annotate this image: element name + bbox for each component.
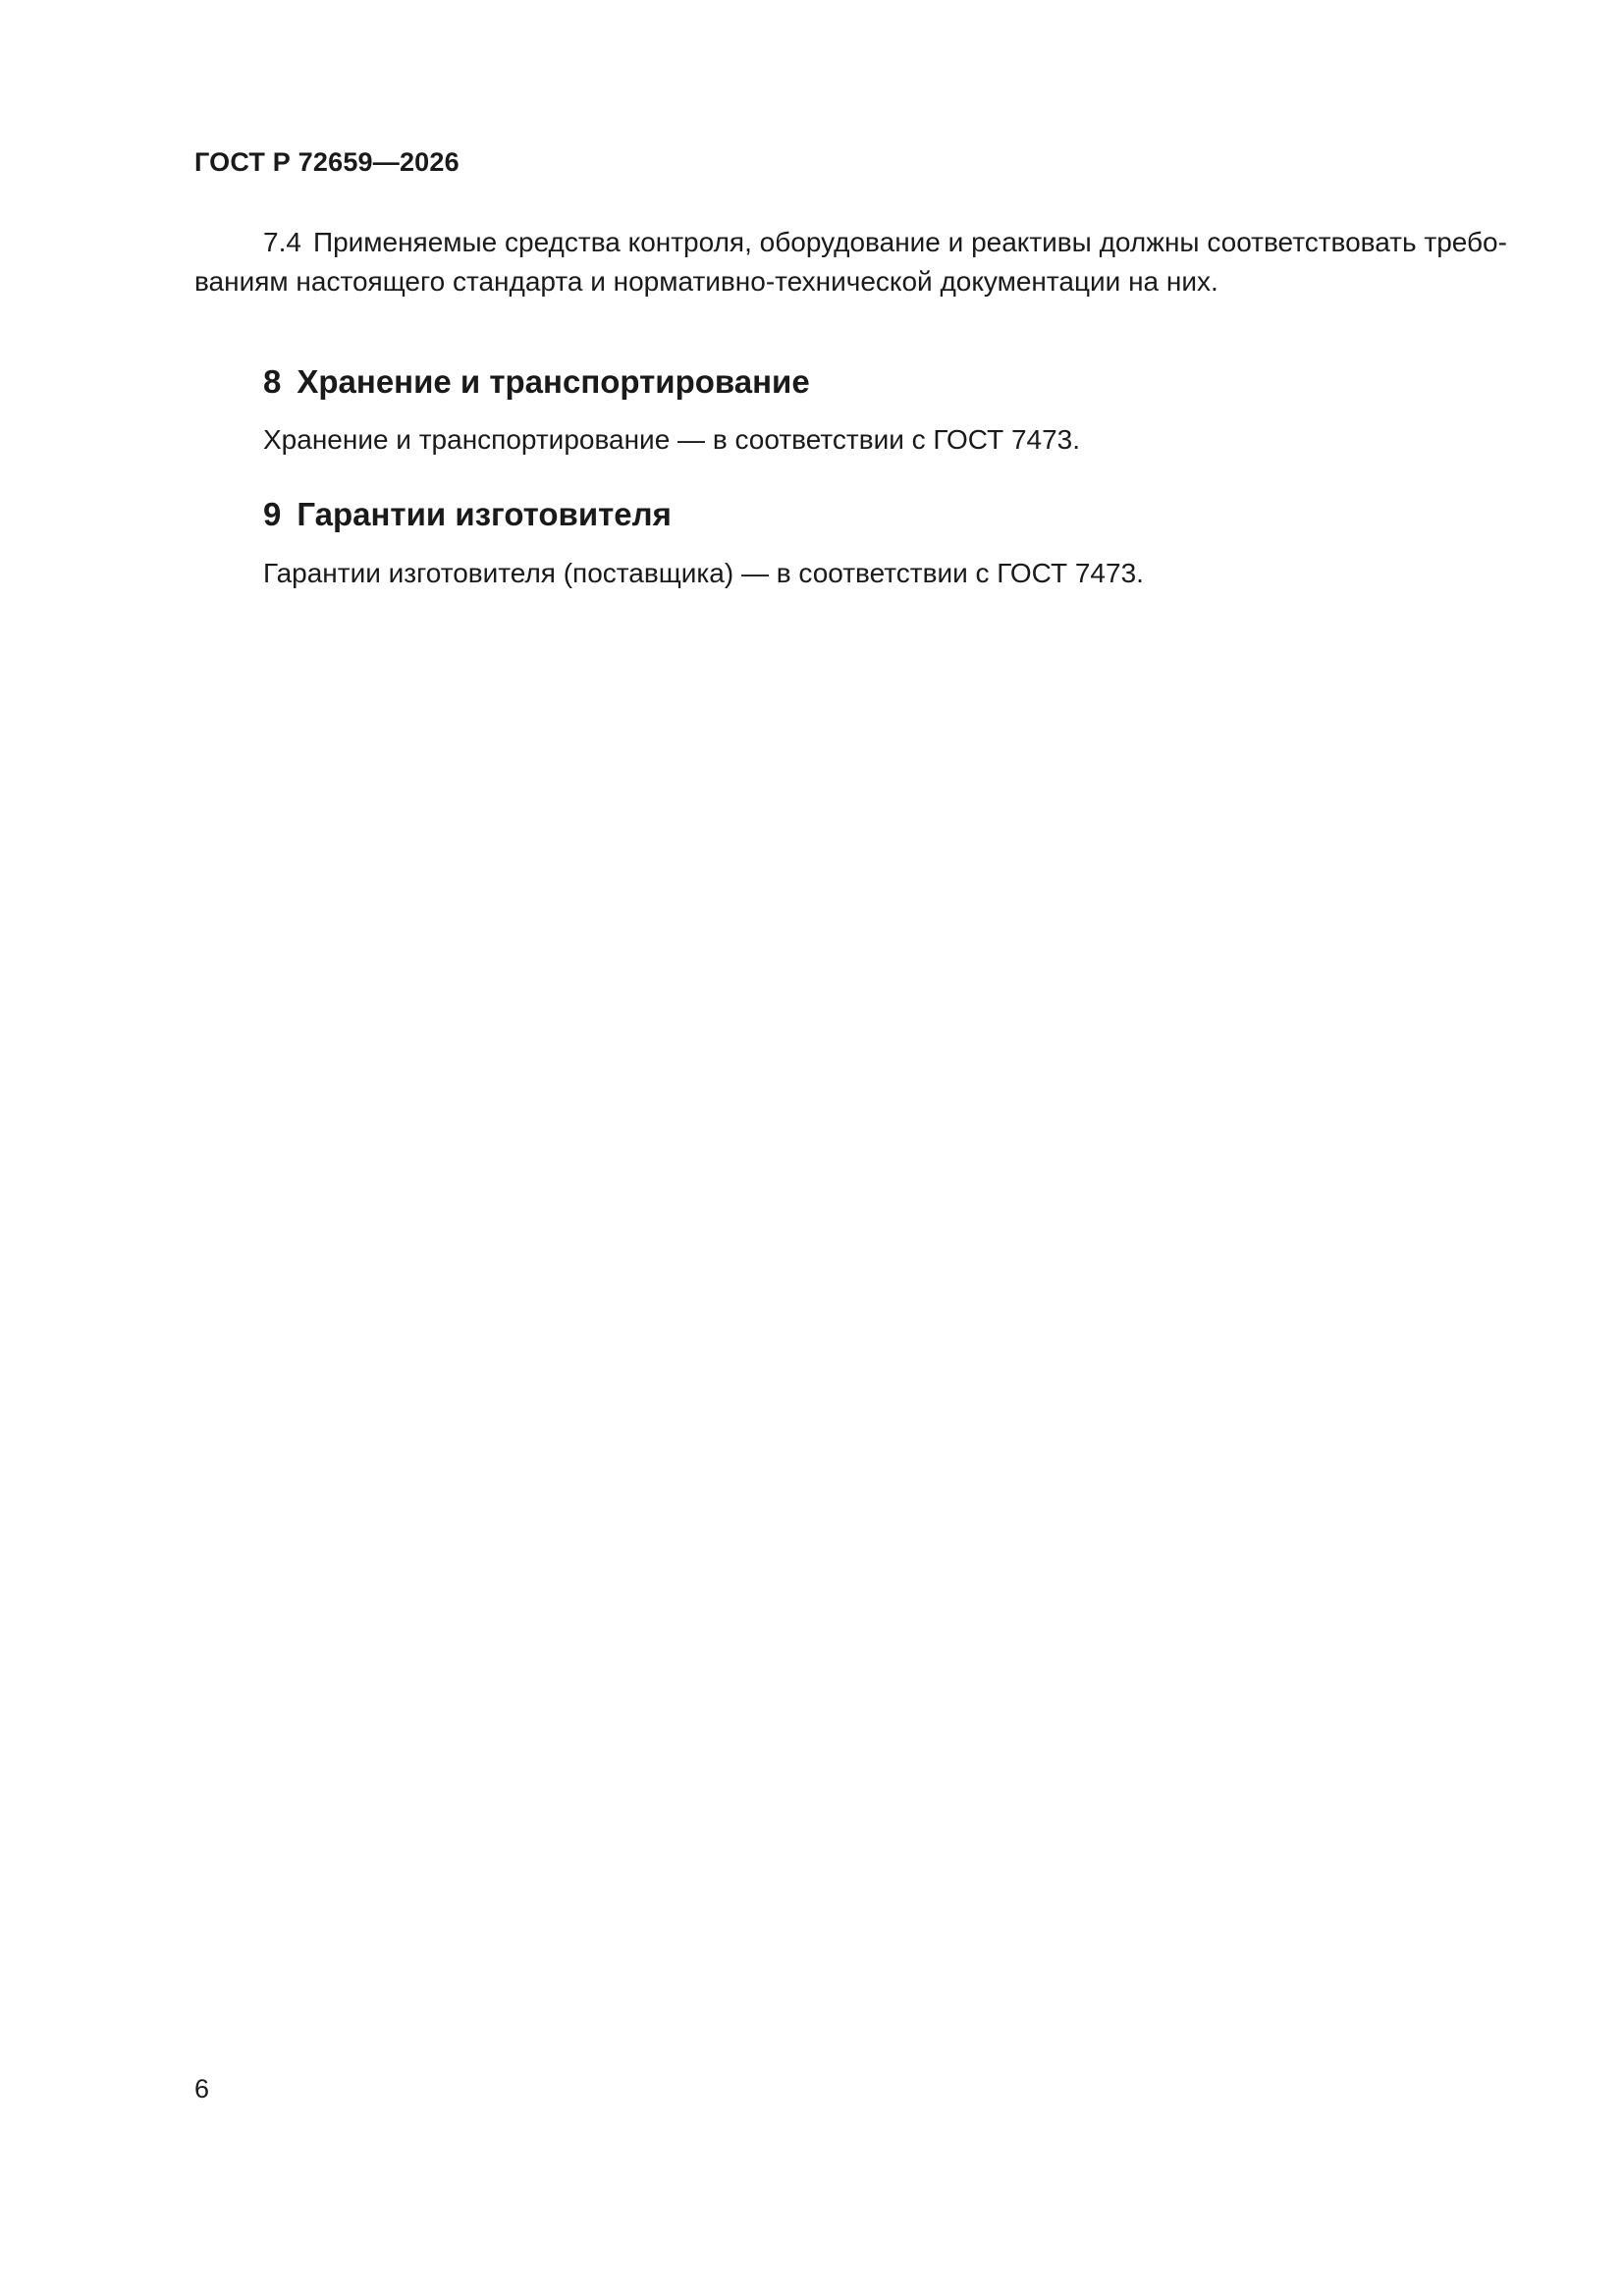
standard-id-header: ГОСТ Р 72659—2026 bbox=[194, 147, 460, 177]
section-body-8: Хранение и транспортирование — в соответствии с ГОСТ 7473. bbox=[263, 424, 1081, 455]
section-number: 8 bbox=[263, 363, 282, 400]
section-number: 9 bbox=[263, 496, 282, 532]
clause-7-4 bbox=[194, 223, 1515, 301]
section-body-9: Гарантии изготовителя (поставщика) — в соответствии с ГОСТ 7473. bbox=[263, 558, 1144, 588]
section-title: Гарантии изготовителя bbox=[297, 496, 672, 532]
clause-7-4-line-1 bbox=[194, 223, 1515, 262]
clause-number: 7.4 bbox=[263, 227, 301, 257]
section-title: Хранение и транспортирование bbox=[297, 363, 810, 400]
section-heading-9 bbox=[263, 496, 672, 533]
page-number: 6 bbox=[194, 2074, 210, 2104]
clause-7-4-line-2: ваниям настоящего стандарта и нормативно-технической документации на них. bbox=[194, 266, 1218, 297]
section-heading-8 bbox=[263, 363, 810, 401]
clause-text-line-1: Применяемые средства контроля, оборудование и реактивы должны соответствовать требо- bbox=[312, 227, 1507, 257]
